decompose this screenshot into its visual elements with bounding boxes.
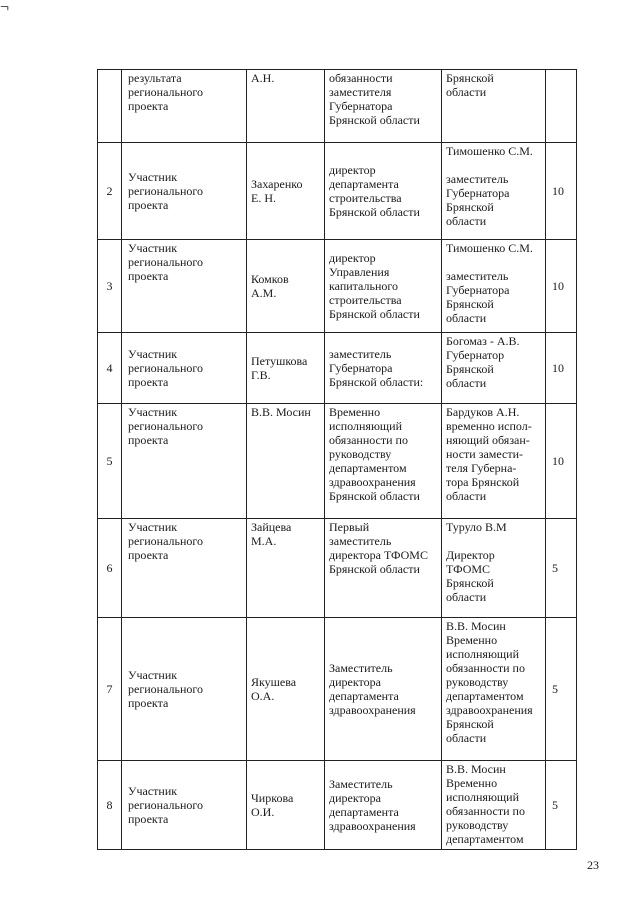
participants-table xyxy=(97,69,577,850)
table-row xyxy=(98,333,577,404)
value-cell: 10 xyxy=(546,240,577,333)
row-number: 7 xyxy=(98,618,122,761)
position-cell: директор Управления капитального строительства Брянской области xyxy=(329,251,420,321)
approver-name: Тимошенко С.М. xyxy=(446,144,533,158)
value-cell: 5 xyxy=(546,761,577,850)
approver-cell: Брянской области xyxy=(446,71,494,99)
table-row xyxy=(98,404,577,519)
row-number: 2 xyxy=(98,143,122,240)
position-cell: обязанности заместителя Губернатора Брянской области xyxy=(329,71,420,127)
value-cell: 5 xyxy=(546,519,577,618)
row-number: 3 xyxy=(98,240,122,333)
name-cell: Захаренко Е. Н. xyxy=(251,177,303,205)
row-number: 8 xyxy=(98,761,122,850)
approver-cell: Богомаз - А.В. Губернатор Брянской области xyxy=(446,334,520,390)
approver-position: Директор ТФОМС Брянской области xyxy=(446,548,495,604)
name-cell: А.Н. xyxy=(251,71,275,85)
position-cell: Первый заместитель директора ТФОМС Брянской области xyxy=(329,520,428,576)
position-cell: Временно исполняющий обязанности по руководству департаментом здравоохранения Брянской области xyxy=(329,405,420,503)
role-cell: Участник регионального проекта xyxy=(128,405,204,447)
corner-mark: ¬ xyxy=(0,0,10,16)
row-number: 5 xyxy=(98,404,122,519)
role-cell: Участник регионального проекта xyxy=(128,784,204,826)
approver-cell: В.В. Мосин Временно исполняющий обязанности по руководству департаментом здравоохранения Брянской области xyxy=(446,619,533,745)
role-cell: результата регионального проекта xyxy=(128,71,204,113)
value-cell: 10 xyxy=(546,143,577,240)
approver-name: Тимошенко С.М. xyxy=(446,241,533,255)
role-cell: Участник регионального проекта xyxy=(128,668,204,710)
approver-cell: В.В. Мосин Временно исполняющий обязанности по руководству департаментом xyxy=(446,762,525,846)
table-row xyxy=(98,761,577,850)
role-cell: Участник регионального проекта xyxy=(128,241,204,283)
name-cell: Петушкова Г.В. xyxy=(251,354,308,382)
row-number xyxy=(98,70,122,143)
name-cell: Чиркова О.И. xyxy=(251,791,294,819)
table-row xyxy=(98,143,577,240)
value-cell: 10 xyxy=(546,404,577,519)
name-cell: Якушева О.А. xyxy=(251,675,297,703)
name-cell: Комков А.М. xyxy=(251,272,289,300)
role-cell: Участник регионального проекта xyxy=(128,170,204,212)
role-cell: Участник регионального проекта xyxy=(128,347,204,389)
approver-position: заместитель Губернатора Брянской области xyxy=(446,269,510,325)
table-row xyxy=(98,240,577,333)
row-number: 6 xyxy=(98,519,122,618)
position-cell: заместитель Губернатора Брянской области: xyxy=(329,347,424,389)
position-cell: директор департамента строительства Брянской области xyxy=(329,163,420,219)
table-row xyxy=(98,70,577,143)
value-cell: 5 xyxy=(546,618,577,761)
approver-position: заместитель Губернатора Брянской области xyxy=(446,172,510,228)
name-cell: В.В. Мосин xyxy=(251,405,311,419)
row-number: 4 xyxy=(98,333,122,404)
position-cell: Заместитель директора департамента здравоохранения xyxy=(329,661,416,717)
table-row xyxy=(98,618,577,761)
value-cell: 10 xyxy=(546,333,577,404)
table-row xyxy=(98,519,577,618)
position-cell: Заместитель директора департамента здравоохранения xyxy=(329,777,416,833)
approver-cell: Бардуков А.Н. временно испол- няющий обязан- ности замести- теля Губерна- тора Брянской области xyxy=(446,405,532,503)
value-cell xyxy=(546,70,577,143)
approver-name: Туруло В.М xyxy=(446,520,507,534)
role-cell: Участник регионального проекта xyxy=(128,520,204,562)
name-cell: Зайцева М.А. xyxy=(251,520,292,548)
page-number: 23 xyxy=(587,858,599,872)
